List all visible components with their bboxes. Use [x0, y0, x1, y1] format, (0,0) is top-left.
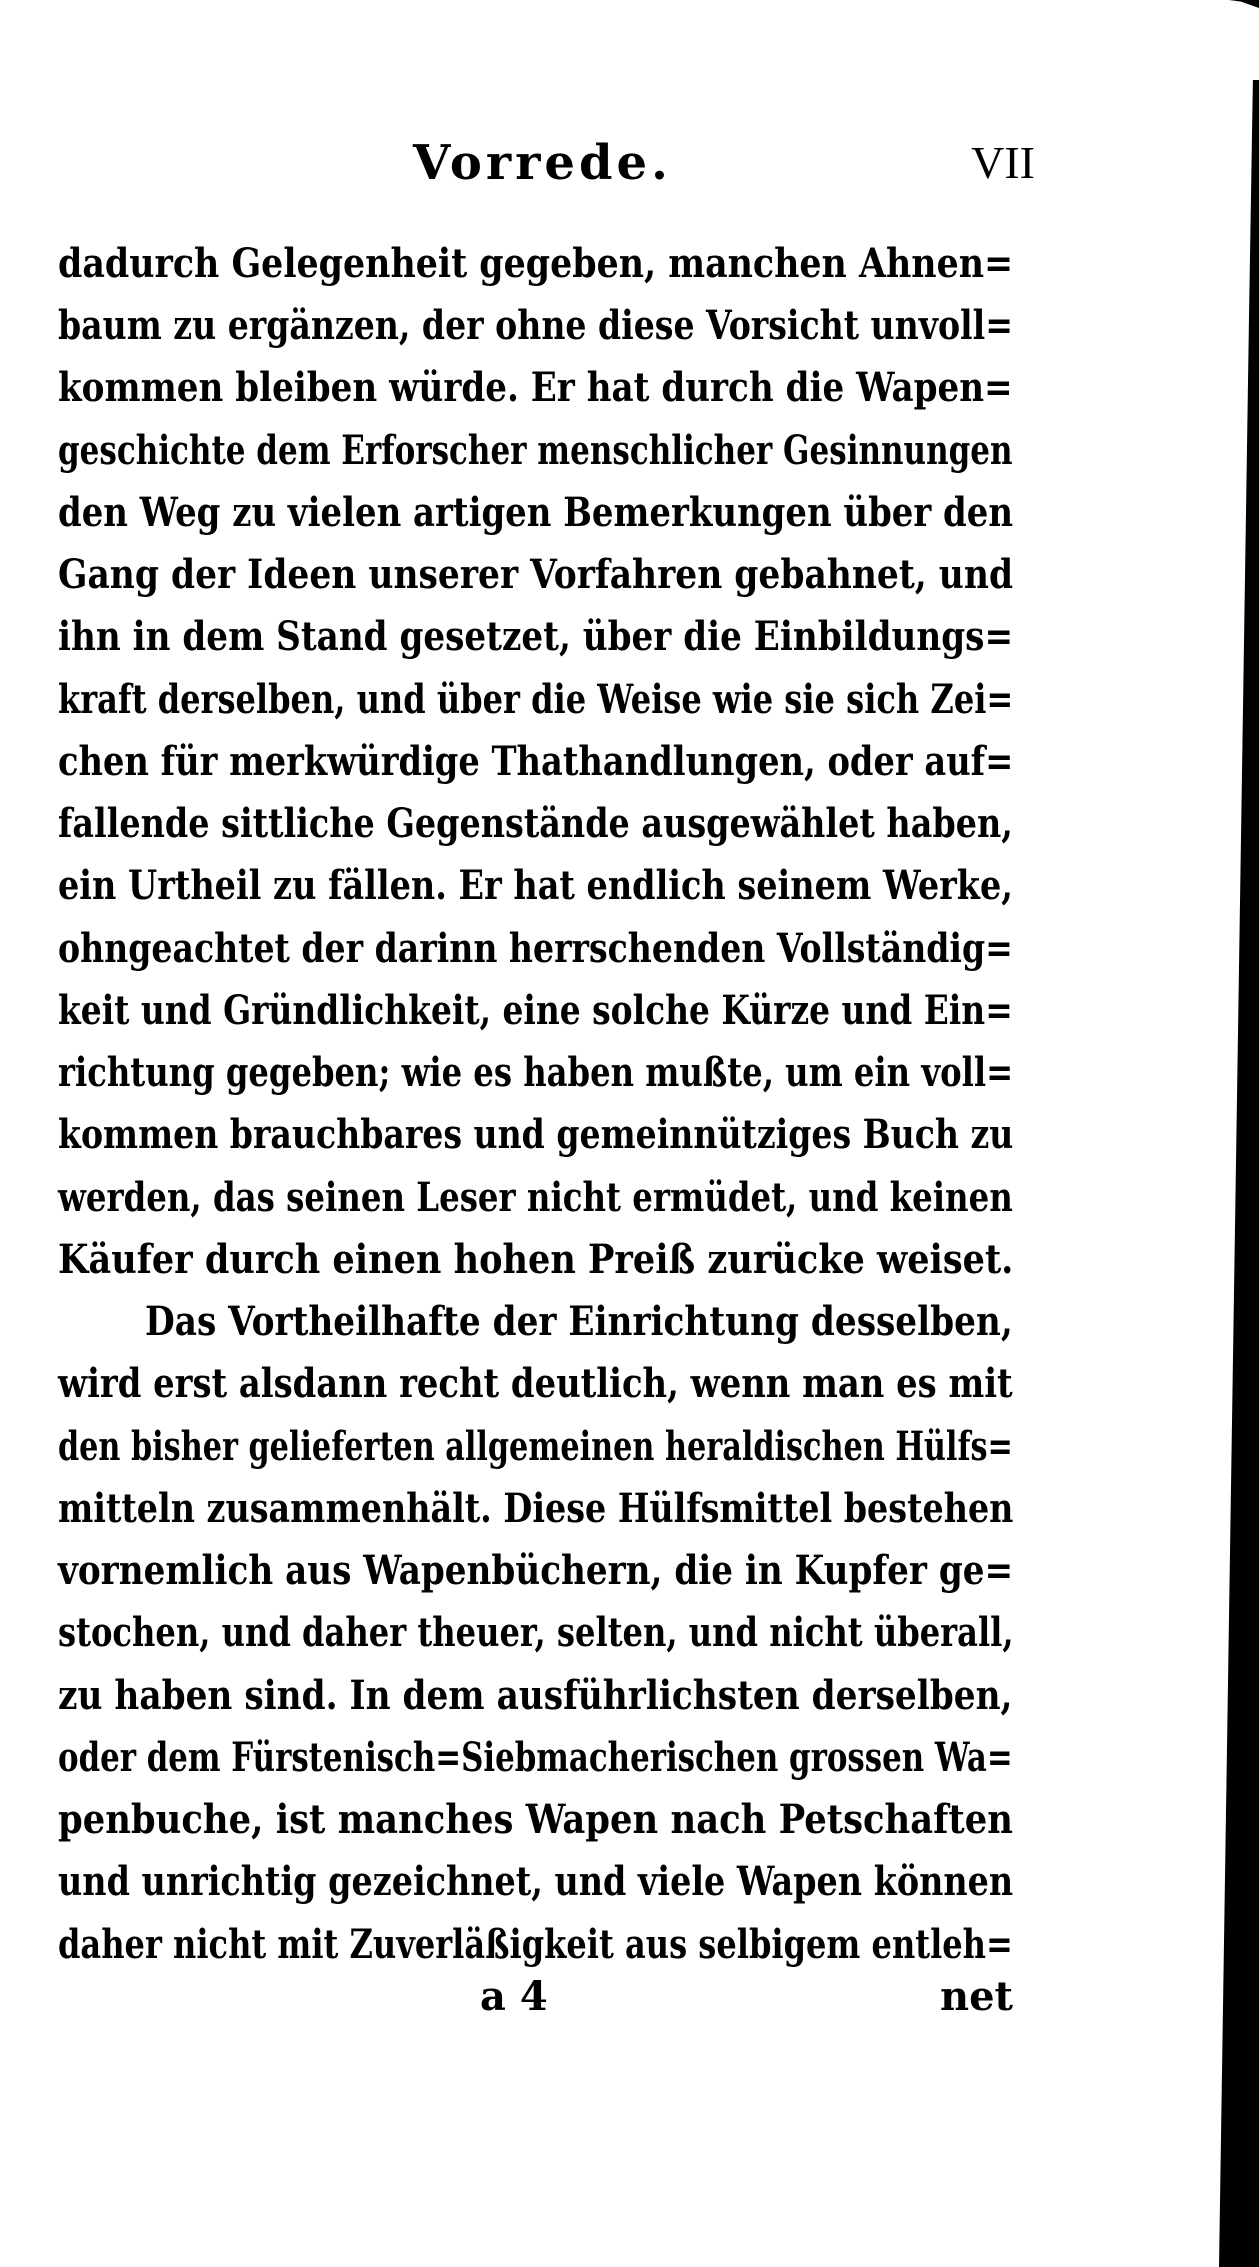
text-line: ohngeachtet der darinn herrschenden Vollständig=: [58, 925, 1013, 972]
catchword: net: [940, 1973, 1014, 2020]
text-line: ein Urtheil zu fällen. Er hat endlich seinem Werke,: [58, 862, 1013, 909]
running-title: Vorrede.: [413, 135, 672, 191]
text-line: dadurch Gelegenheit gegeben, manchen Ahnen=: [58, 240, 1014, 287]
text-line: kommen bleiben würde. Er hat durch die Wapen=: [58, 364, 1013, 411]
text-line: kraft derselben, und über die Weise wie sie sich Zei=: [58, 676, 1014, 723]
page-header: [0, 128, 1259, 198]
page-number: VII: [971, 137, 1035, 188]
signature-mark: a 4: [480, 1973, 548, 2020]
text-line: richtung gegeben; wie es haben mußte, um ein voll=: [58, 1049, 1014, 1096]
text-line: keit und Gründlichkeit, eine solche Kürze und Ein=: [58, 987, 1013, 1034]
text-line: wird erst alsdann recht deutlich, wenn man es mit: [58, 1360, 1013, 1407]
text-line: den bisher gelieferten allgemeinen heraldischen Hülfs=: [58, 1423, 1013, 1470]
text-line: penbuche, ist manches Wapen nach Petschaften: [58, 1796, 1013, 1843]
text-line: mitteln zusammenhält. Diese Hülfsmittel bestehen: [58, 1485, 1014, 1532]
text-line-paragraph-end: Käufer durch einen hohen Preiß zurücke weiset.: [58, 1236, 1014, 1283]
text-line: zu haben sind. In dem ausführlichsten derselben,: [58, 1672, 1013, 1719]
text-line: baum zu ergänzen, der ohne diese Vorsicht unvoll=: [58, 302, 1013, 349]
text-line: oder dem Fürstenisch=Siebmacherischen grossen Wa=: [58, 1734, 1013, 1781]
text-line: und unrichtig gezeichnet, und viele Wapen können: [58, 1858, 1014, 1905]
text-line: chen für merkwürdige Thathandlungen, oder auf=: [58, 738, 1014, 785]
text-line: daher nicht mit Zuverläßigkeit aus selbigem entleh=: [58, 1921, 1013, 1968]
page-footer: [0, 1966, 1259, 2028]
text-line-paragraph-start: Das Vortheilhafte der Einrichtung desselben,: [145, 1298, 1013, 1345]
text-line: Gang der Ideen unserer Vorfahren gebahnet, und: [58, 551, 1014, 598]
text-line: ihn in dem Stand gesetzet, über die Einbildungs=: [58, 613, 1014, 660]
scan-edge-shadow: [1219, 0, 1259, 2267]
text-line: kommen brauchbares und gemeinnütziges Buch zu: [58, 1111, 1014, 1158]
text-line: vornemlich aus Wapenbüchern, die in Kupfer ge=: [58, 1547, 1014, 1594]
text-line: den Weg zu vielen artigen Bemerkungen über den: [58, 489, 1014, 536]
text-line: fallende sittliche Gegenstände ausgewählet haben,: [58, 800, 1013, 847]
text-line: werden, das seinen Leser nicht ermüdet, und keinen: [58, 1174, 1013, 1221]
text-line: stochen, und daher theuer, selten, und nicht überall,: [58, 1609, 1014, 1656]
text-line: geschichte dem Erforscher menschlicher Gesinnungen: [58, 427, 1013, 474]
